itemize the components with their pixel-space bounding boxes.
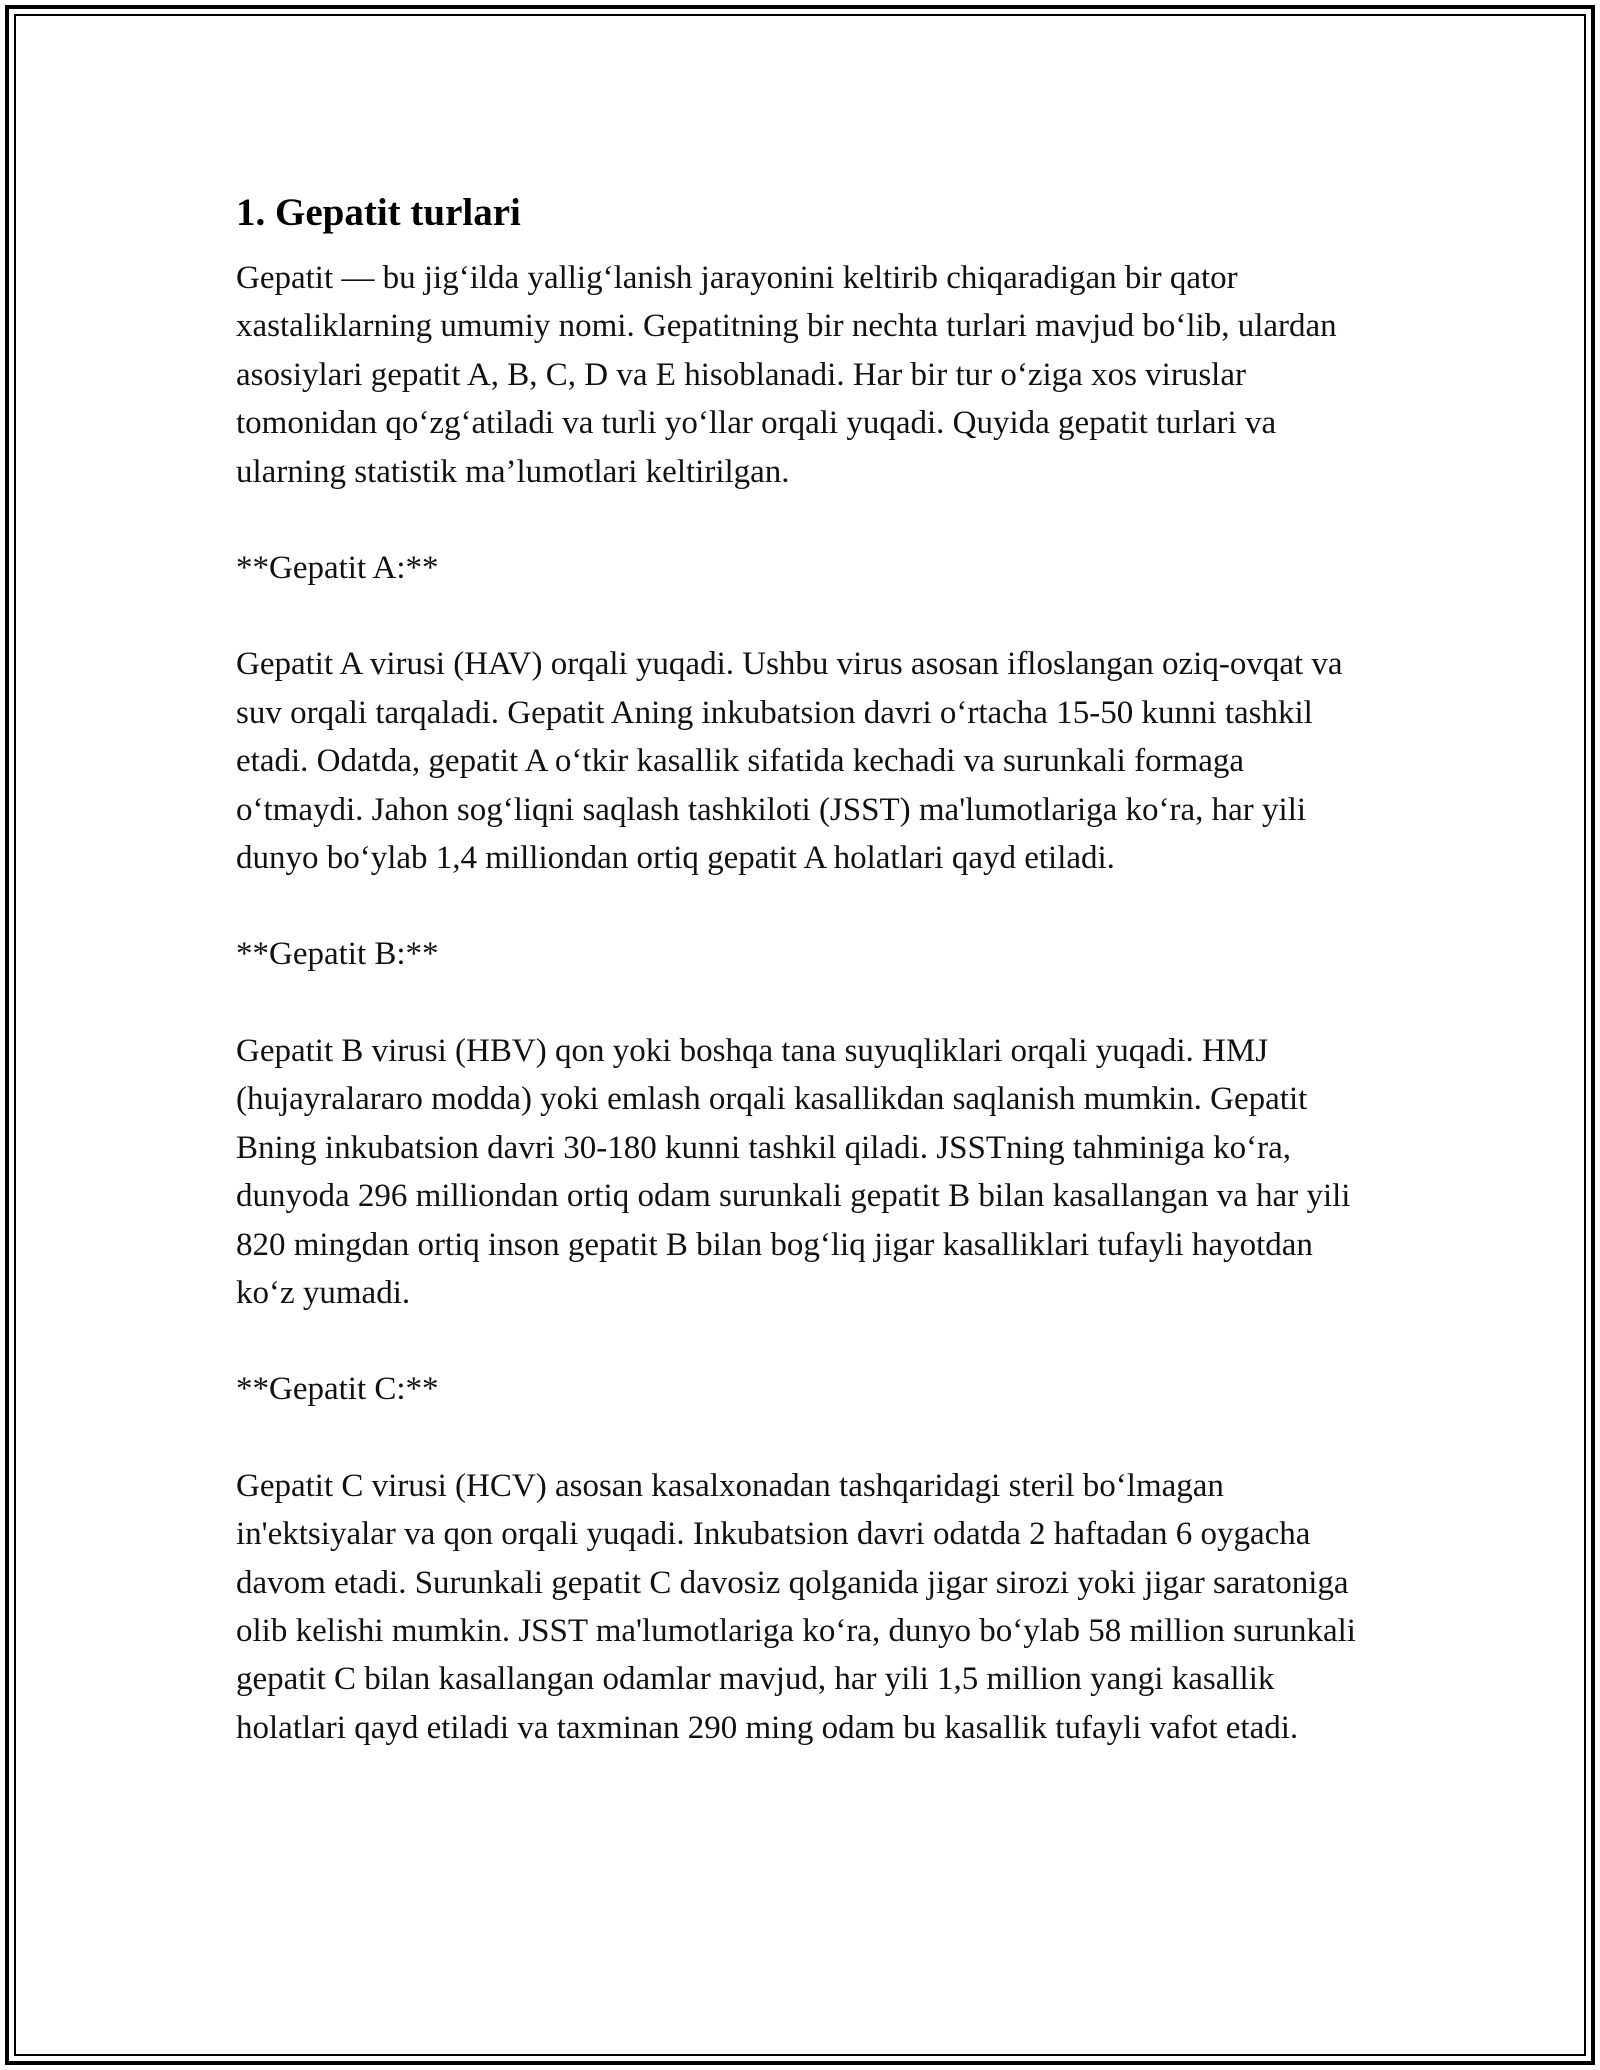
document-body [236,186,1376,1800]
paragraph-hepatitis-b: Gepatit B virusi (HBV) qon yoki boshqa tana suyuqliklari orqali yuqadi. HMJ (hujayralararo modda) yoki emlash orqali kasallikdan saqlanish mumkin. Gepatit Bning inkubatsion davri 30-180 kunni tashkil qiladi. JSSTning tahminiga ko‘ra, dunyoda 296 milliondan ortiq odam surunkali gepatit B bilan kasallangan va har yili 820 mingdan ortiq inson gepatit B bilan bog‘liq jigar kasalliklari tufayli hayotdan ko‘z yumadi. [236,1032,1351,1311]
subheading-hepatitis-a: **Gepatit A:** [236,550,439,587]
paragraph-hepatitis-a: Gepatit A virusi (HAV) orqali yuqadi. Ushbu virus asosan ifloslangan oziq-ovqat va suv orqali tarqaladi. Gepatit Aning inkubatsion davri o‘rtacha 15-50 kunni tashkil etadi. Odatda, gepatit A o‘tkir kasallik sifatida kechadi va surunkali formaga o‘tmaydi. Jahon sog‘liqni saqlash tashkiloti (JSST) ma'lumotlariga ko‘ra, har yili dunyo bo‘ylab 1,4 milliondan ortiq gepatit A holatlari qayd etiladi. [236,646,1343,877]
section-title: 1. Gepatit turlari [236,191,521,234]
intro-paragraph: Gepatit — bu jig‘ilda yallig‘lanish jarayonini keltirib chiqaradigan bir qator xastaliklarning umumiy nomi. Gepatitning bir nechta turlari mavjud bo‘lib, ulardan asosiylari gepatit A, B, C, D va E hisoblanadi. Har bir tur o‘ziga xos viruslar tomonidan qo‘zg‘atiladi va turli yo‘llar orqali yuqadi. Quyida gepatit turlari va ularning statistik ma’lumotlari keltirilgan. [236,260,1337,490]
subheading-hepatitis-b: **Gepatit B:** [236,936,439,973]
subheading-hepatitis-c: **Gepatit C:** [236,1371,439,1408]
paragraph-hepatitis-c: Gepatit C virusi (HCV) asosan kasalxonadan tashqaridagi steril bo‘lmagan in'ektsiyalar va qon orqali yuqadi. Inkubatsion davri odatda 2 haftadan 6 oygacha davom etadi. Surunkali gepatit C davosiz qolganida jigar sirozi yoki jigar saratoniga olib kelishi mumkin. JSST ma'lumotlariga ko‘ra, dunyo bo‘ylab 58 million surunkali gepatit C bilan kasallangan odamlar mavjud, har yili 1,5 million yangi kasallik holatlari qayd etiladi va taxminan 290 ming odam bu kasallik tufayli vafot etadi. [236,1467,1356,1746]
